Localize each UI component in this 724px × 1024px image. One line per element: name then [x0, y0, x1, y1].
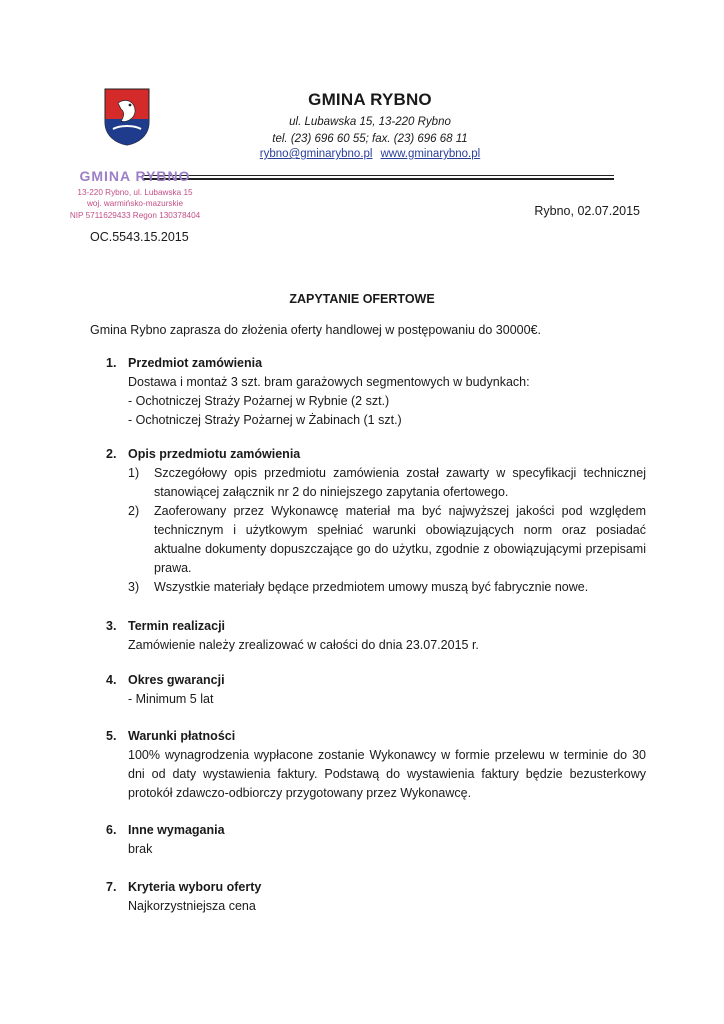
stamp-nip-regon: NIP 5711629433 Regon 130378404: [69, 211, 201, 220]
section-line: brak: [128, 842, 153, 856]
section-number: 4.: [106, 673, 117, 687]
organization-name: GMINA RYBNO: [308, 90, 432, 109]
stamp-title: GMINA RYBNO: [79, 168, 191, 184]
section-subject: [106, 354, 646, 430]
list-item: [128, 578, 646, 597]
section-number: 5.: [106, 729, 117, 743]
email-link[interactable]: rybno@gminarybno.pl: [259, 148, 373, 160]
list-item: [128, 502, 646, 578]
list-item-text: Wszystkie materiały będące przedmiotem umowy muszą być fabrycznie nowe.: [154, 580, 589, 594]
section-selection-criteria: [106, 878, 646, 916]
section-heading: [106, 878, 646, 897]
section-number: 2.: [106, 447, 117, 461]
section-heading-text: Warunki płatności: [128, 729, 236, 743]
section-line: - Ochotniczej Straży Pożarnej w Żabinach (1 szt.): [128, 413, 402, 427]
section-line: - Ochotniczej Straży Pożarnej w Rybnie (2 szt.): [128, 394, 390, 408]
section-heading: [106, 671, 646, 690]
section-heading: [106, 354, 646, 373]
section-line: 100% wynagrodzenia wypłacone zostanie Wykonawcy w formie przelewu w terminie do 30 dni od daty wystawienia faktury. Podstawą do wystawienia faktury będzie bezusterkowy protokół zdawczo-odbiorczy przygotowany przez Wykonawcę.: [128, 748, 646, 800]
section-other-requirements: [106, 821, 646, 859]
website-link[interactable]: www.gminarybno.pl: [380, 148, 481, 160]
section-heading-text: Okres gwarancji: [128, 673, 225, 687]
section-line: - Minimum 5 lat: [128, 692, 214, 706]
section-heading-text: Termin realizacji: [128, 619, 226, 633]
section-heading: [106, 617, 646, 636]
organization-address: ul. Lubawska 15, 13-220 Rybno: [289, 116, 451, 128]
document-date: Rybno, 02.07.2015: [534, 204, 640, 218]
list-item: [128, 464, 646, 502]
section-heading-text: Kryteria wyboru oferty: [128, 880, 262, 894]
intro-text: Gmina Rybno zaprasza do złożenia oferty handlowej w postępowaniu do 30000€.: [90, 323, 541, 337]
section-heading: [106, 727, 646, 746]
section-line: Zamówienie należy zrealizować w całości do dnia 23.07.2015 r.: [128, 638, 479, 652]
section-description: [106, 445, 646, 597]
stamp-address: 13-220 Rybno, ul. Lubawska 15: [77, 188, 193, 197]
section-warranty: [106, 671, 646, 709]
section-heading: [106, 445, 646, 464]
stamp-voivodeship: woj. warmińsko-mazurskie: [87, 199, 183, 208]
section-heading-text: Opis przedmiotu zamówienia: [128, 447, 301, 461]
list-item-number: 3): [128, 580, 140, 594]
section-number: 7.: [106, 880, 117, 894]
organization-phone-fax: tel. (23) 696 60 55; fax. (23) 696 68 11: [272, 133, 468, 145]
list-item-number: 1): [128, 466, 140, 480]
section-number: 1.: [106, 356, 117, 370]
section-deadline: [106, 617, 646, 655]
section-line: Dostawa i montaż 3 szt. bram garażowych segmentowych w budynkach:: [128, 375, 530, 389]
section-number: 6.: [106, 823, 117, 837]
coat-of-arms-logo: [104, 88, 150, 146]
section-heading-text: Inne wymagania: [128, 823, 225, 837]
document-title: ZAPYTANIE OFERTOWE: [289, 292, 435, 306]
section-payment: [106, 727, 646, 803]
list-item-number: 2): [128, 504, 140, 518]
document-signature: OC.5543.15.2015: [90, 230, 189, 244]
section-line: Najkorzystniejsza cena: [128, 899, 256, 913]
section-heading-text: Przedmiot zamówienia: [128, 356, 263, 370]
section-number: 3.: [106, 619, 117, 633]
section-heading: [106, 821, 646, 840]
list-item-text: Zaoferowany przez Wykonawcę materiał ma być najwyższej jakości pod względem technicznym i użytkowym spełniać warunki obowiązujących norm oraz posiadać aktualne dokumenty dopuszczające go do użytku, zgodnie z obowiązującymi przepisami prawa.: [154, 504, 646, 575]
list-item-text: Szczegółowy opis przedmiotu zamówienia został zawarty w specyfikacji technicznej stanowiącej załącznik nr 2 do niniejszego zapytania ofertowego.: [154, 466, 646, 499]
organization-contacts: [180, 148, 560, 160]
